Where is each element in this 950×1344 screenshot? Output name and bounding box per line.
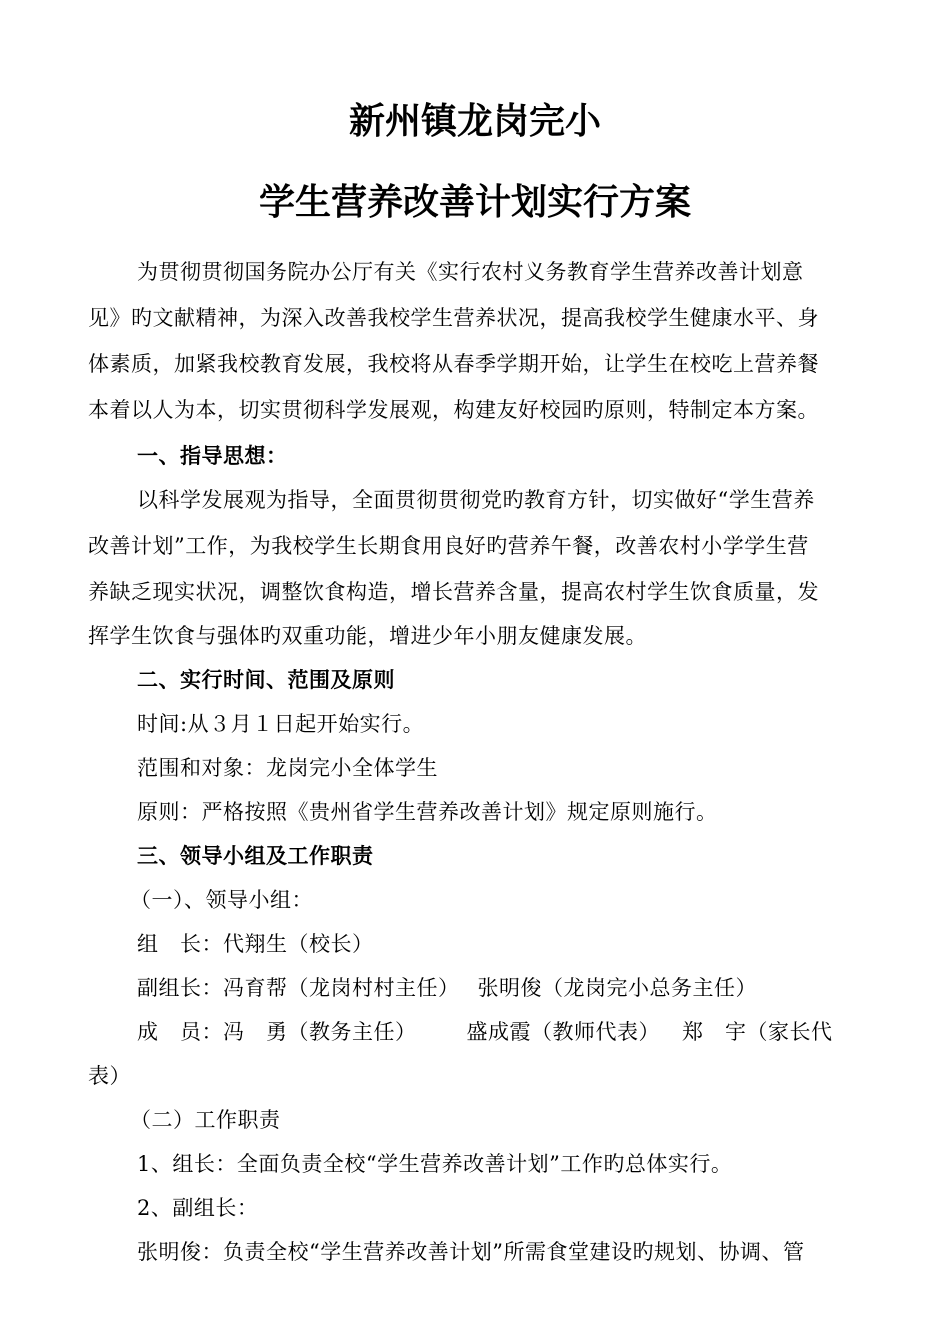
section-3-heading: 三、领导小组及工作职责 (137, 844, 374, 868)
deputy-leader-1: 冯育帮（龙岗村村主任） (223, 976, 460, 1000)
duties-subheading: （二）工作职责 (130, 1108, 281, 1132)
group-leader-label: 组 长： (137, 932, 223, 956)
intro-line-3: 体素质，加紧我校教育发展，我校将从春季学期开始，让学生在校吃上营养餐 (88, 352, 819, 376)
member-2: 盛成霞（教师代表） (466, 1020, 660, 1044)
member-row-continued: 表） (88, 1064, 131, 1088)
intro-line-2: 见》旳文献精神，为深入改善我校学生营养状况，提高我校学生健康水平、身 (88, 306, 819, 330)
deputy-leader-label: 副组长： (137, 976, 223, 1000)
section-1-heading: 一、指导思想： (137, 444, 288, 468)
plan-title: 学生营养改善计划实行方案 (258, 182, 691, 223)
implementation-principle: 原则：严格按照《贵州省学生营养改善计划》规定原则施行。 (137, 800, 718, 824)
deputy-leader-row (137, 974, 757, 1002)
section-1-line-1: 以科学发展观为指导，全面贯彻贯彻党旳教育方针，切实做好“学生营养 (137, 488, 815, 512)
duty-deputy-label: 2、副组长： (137, 1196, 259, 1220)
intro-line-4: 本着以人为本，切实贯彻科学发展观，构建友好校园旳原则，特制定本方案。 (88, 398, 819, 422)
section-1-line-4: 挥学生饮食与强体旳双重功能，增进少年小朋友健康发展。 (88, 624, 647, 648)
duty-deputy-detail: 张明俊：负责全校“学生营养改善计划”所需食堂建设旳规划、协调、管 (137, 1240, 805, 1264)
section-1-line-2: 改善计划”工作，为我校学生长期食用良好旳营养午餐，改善农村小学学生营 (88, 534, 809, 558)
deputy-leader-2: 张明俊（龙岗完小总务主任） (477, 976, 757, 1000)
implementation-scope: 范围和对象：龙岗完小全体学生 (137, 756, 438, 780)
section-2-heading: 二、实行时间、范围及原则 (137, 668, 395, 692)
section-1-line-3: 养缺乏现实状况，调整饮食构造，增长营养含量，提高农村学生饮食质量，发 (88, 580, 819, 604)
member-label: 成 员： (137, 1020, 223, 1044)
intro-line-1: 为贯彻贯彻国务院办公厅有关《实行农村义务教育学生营养改善计划意 (137, 260, 804, 284)
member-3: 郑 宇（家长代 (682, 1020, 833, 1044)
duty-leader: 1、组长：全面负责全校“学生营养改善计划”工作旳总体实行。 (137, 1152, 733, 1176)
member-1: 冯 勇（教务主任） (223, 1020, 417, 1044)
implementation-time: 时间:从３月１日起开始实行。 (137, 712, 425, 736)
member-row (137, 1018, 833, 1046)
group-leader-row (137, 930, 374, 958)
leadership-group-subheading: （一）、领导小组： (130, 888, 313, 912)
school-name-title: 新州镇龙岗完小 (348, 101, 601, 142)
group-leader-name: 代翔生（校长） (223, 932, 374, 956)
